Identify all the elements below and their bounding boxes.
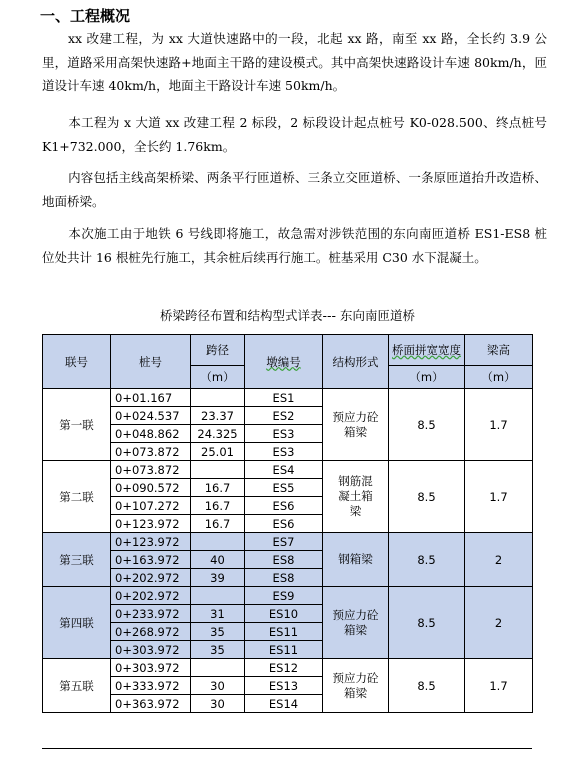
structure-cell: 钢箱梁 [323, 533, 389, 587]
header-kuajing: 跨径 [191, 335, 245, 366]
pier-cell: ES1 [245, 389, 323, 407]
span-cell: 16.7 [191, 479, 245, 497]
section-heading: 一、工程概况 [40, 7, 131, 25]
header-dunbianhao [245, 335, 323, 389]
span-cell: 31 [191, 605, 245, 623]
header-lianggao: 梁高 [465, 335, 533, 366]
station-cell: 0+123.972 [111, 533, 191, 551]
structure-cell: 预应力砼箱梁 [323, 389, 389, 461]
header-jiegou: 结构形式 [323, 335, 389, 389]
group-name: 第四联 [43, 587, 111, 659]
station-cell: 0+073.872 [111, 443, 191, 461]
structure-cell: 预应力砼箱梁 [323, 659, 389, 713]
pier-cell: ES2 [245, 407, 323, 425]
header-kuandu-unit: （m） [389, 366, 465, 389]
station-cell: 0+333.972 [111, 677, 191, 695]
station-cell: 0+073.872 [111, 461, 191, 479]
paragraph-text: xx 改建工程，为 xx 大道快速路中的一段，北起 xx 路，南至 xx 路，全长约 3.9 公里，道路采用高架快速路+地面主干路的建设模式。其中高架快速路设计车速 80km/h，匝道设计车速 40km/h，地面主干路设计车速 50km/h。 [42, 31, 547, 93]
paragraph-construction [42, 222, 547, 269]
station-cell: 0+303.972 [111, 659, 191, 677]
span-cell [191, 533, 245, 551]
pier-cell: ES14 [245, 695, 323, 713]
station-cell: 0+163.972 [111, 551, 191, 569]
structure-cell: 预应力砼箱梁 [323, 587, 389, 659]
header-lianhao: 联号 [43, 335, 111, 389]
group-name: 第三联 [43, 533, 111, 587]
page-bottom-rule [42, 748, 532, 749]
pier-cell: ES6 [245, 515, 323, 533]
paragraph-text: 本次施工由于地铁 6 号线即将施工，故急需对涉铁范围的东向南匝道桥 ES1-ES8 桩位处共计 16 根桩先行施工，其余桩后续再行施工。桩基采用 C30 水下混凝土。 [42, 226, 547, 265]
group-name: 第一联 [43, 389, 111, 461]
structure-cell: 钢筋混凝土箱梁 [323, 461, 389, 533]
width-cell: 8.5 [389, 659, 465, 713]
span-cell: 35 [191, 623, 245, 641]
height-cell: 2 [465, 533, 533, 587]
pier-cell: ES4 [245, 461, 323, 479]
station-cell: 0+123.972 [111, 515, 191, 533]
bridge-span-table [42, 334, 533, 713]
group-name: 第五联 [43, 659, 111, 713]
pier-cell: ES8 [245, 569, 323, 587]
pier-cell: ES5 [245, 479, 323, 497]
paragraph-text: 本工程为 x 大道 xx 改建工程 2 标段，2 标段设计起点桩号 K0-028.500、终点桩号 K1+732.000，全长约 1.76km。 [42, 115, 547, 154]
pier-cell: ES8 [245, 551, 323, 569]
station-cell: 0+048.862 [111, 425, 191, 443]
width-cell: 8.5 [389, 533, 465, 587]
station-cell: 0+107.272 [111, 497, 191, 515]
span-cell: 30 [191, 677, 245, 695]
paragraph-text: 内容包括主线高架桥梁、两条平行匝道桥、三条立交匝道桥、一条原匝道抬升改造桥、地面桥梁。 [42, 170, 547, 209]
span-cell: 16.7 [191, 515, 245, 533]
span-cell: 40 [191, 551, 245, 569]
station-cell: 0+024.537 [111, 407, 191, 425]
height-cell: 1.7 [465, 389, 533, 461]
paragraph-overview [42, 27, 547, 98]
span-cell [191, 587, 245, 605]
span-cell: 23.37 [191, 407, 245, 425]
pier-cell: ES10 [245, 605, 323, 623]
header-kuandu-text: 桥面拼宽宽度 [392, 343, 461, 357]
pier-cell: ES3 [245, 425, 323, 443]
paragraph-section [42, 111, 547, 158]
pier-cell: ES7 [245, 533, 323, 551]
height-cell: 2 [465, 587, 533, 659]
span-cell [191, 389, 245, 407]
pier-cell: ES12 [245, 659, 323, 677]
pier-cell: ES3 [245, 443, 323, 461]
header-kuajing-unit: （m） [191, 366, 245, 389]
table-caption: 桥梁跨径布置和结构型式详表--- 东向南匝道桥 [159, 308, 415, 323]
station-cell: 0+202.972 [111, 569, 191, 587]
width-cell: 8.5 [389, 461, 465, 533]
span-cell [191, 461, 245, 479]
station-cell: 0+090.572 [111, 479, 191, 497]
station-cell: 0+01.167 [111, 389, 191, 407]
height-cell: 1.7 [465, 461, 533, 533]
header-kuandu [389, 335, 465, 366]
station-cell: 0+202.972 [111, 587, 191, 605]
header-zhuanghao: 桩号 [111, 335, 191, 389]
station-cell: 0+303.972 [111, 641, 191, 659]
span-cell: 16.7 [191, 497, 245, 515]
group-name: 第二联 [43, 461, 111, 533]
pier-cell: ES9 [245, 587, 323, 605]
pier-cell: ES13 [245, 677, 323, 695]
span-cell: 39 [191, 569, 245, 587]
width-cell: 8.5 [389, 587, 465, 659]
header-dunbianhao-text: 墩编号 [266, 354, 301, 369]
span-cell [191, 659, 245, 677]
paragraph-content [42, 166, 547, 213]
span-cell: 25.01 [191, 443, 245, 461]
pier-cell: ES6 [245, 497, 323, 515]
table-body [43, 389, 533, 713]
width-cell: 8.5 [389, 389, 465, 461]
station-cell: 0+233.972 [111, 605, 191, 623]
station-cell: 0+363.972 [111, 695, 191, 713]
span-cell: 30 [191, 695, 245, 713]
height-cell: 1.7 [465, 659, 533, 713]
pier-cell: ES11 [245, 623, 323, 641]
header-lianggao-unit: （m） [465, 366, 533, 389]
span-cell: 24.325 [191, 425, 245, 443]
span-cell: 35 [191, 641, 245, 659]
pier-cell: ES11 [245, 641, 323, 659]
station-cell: 0+268.972 [111, 623, 191, 641]
